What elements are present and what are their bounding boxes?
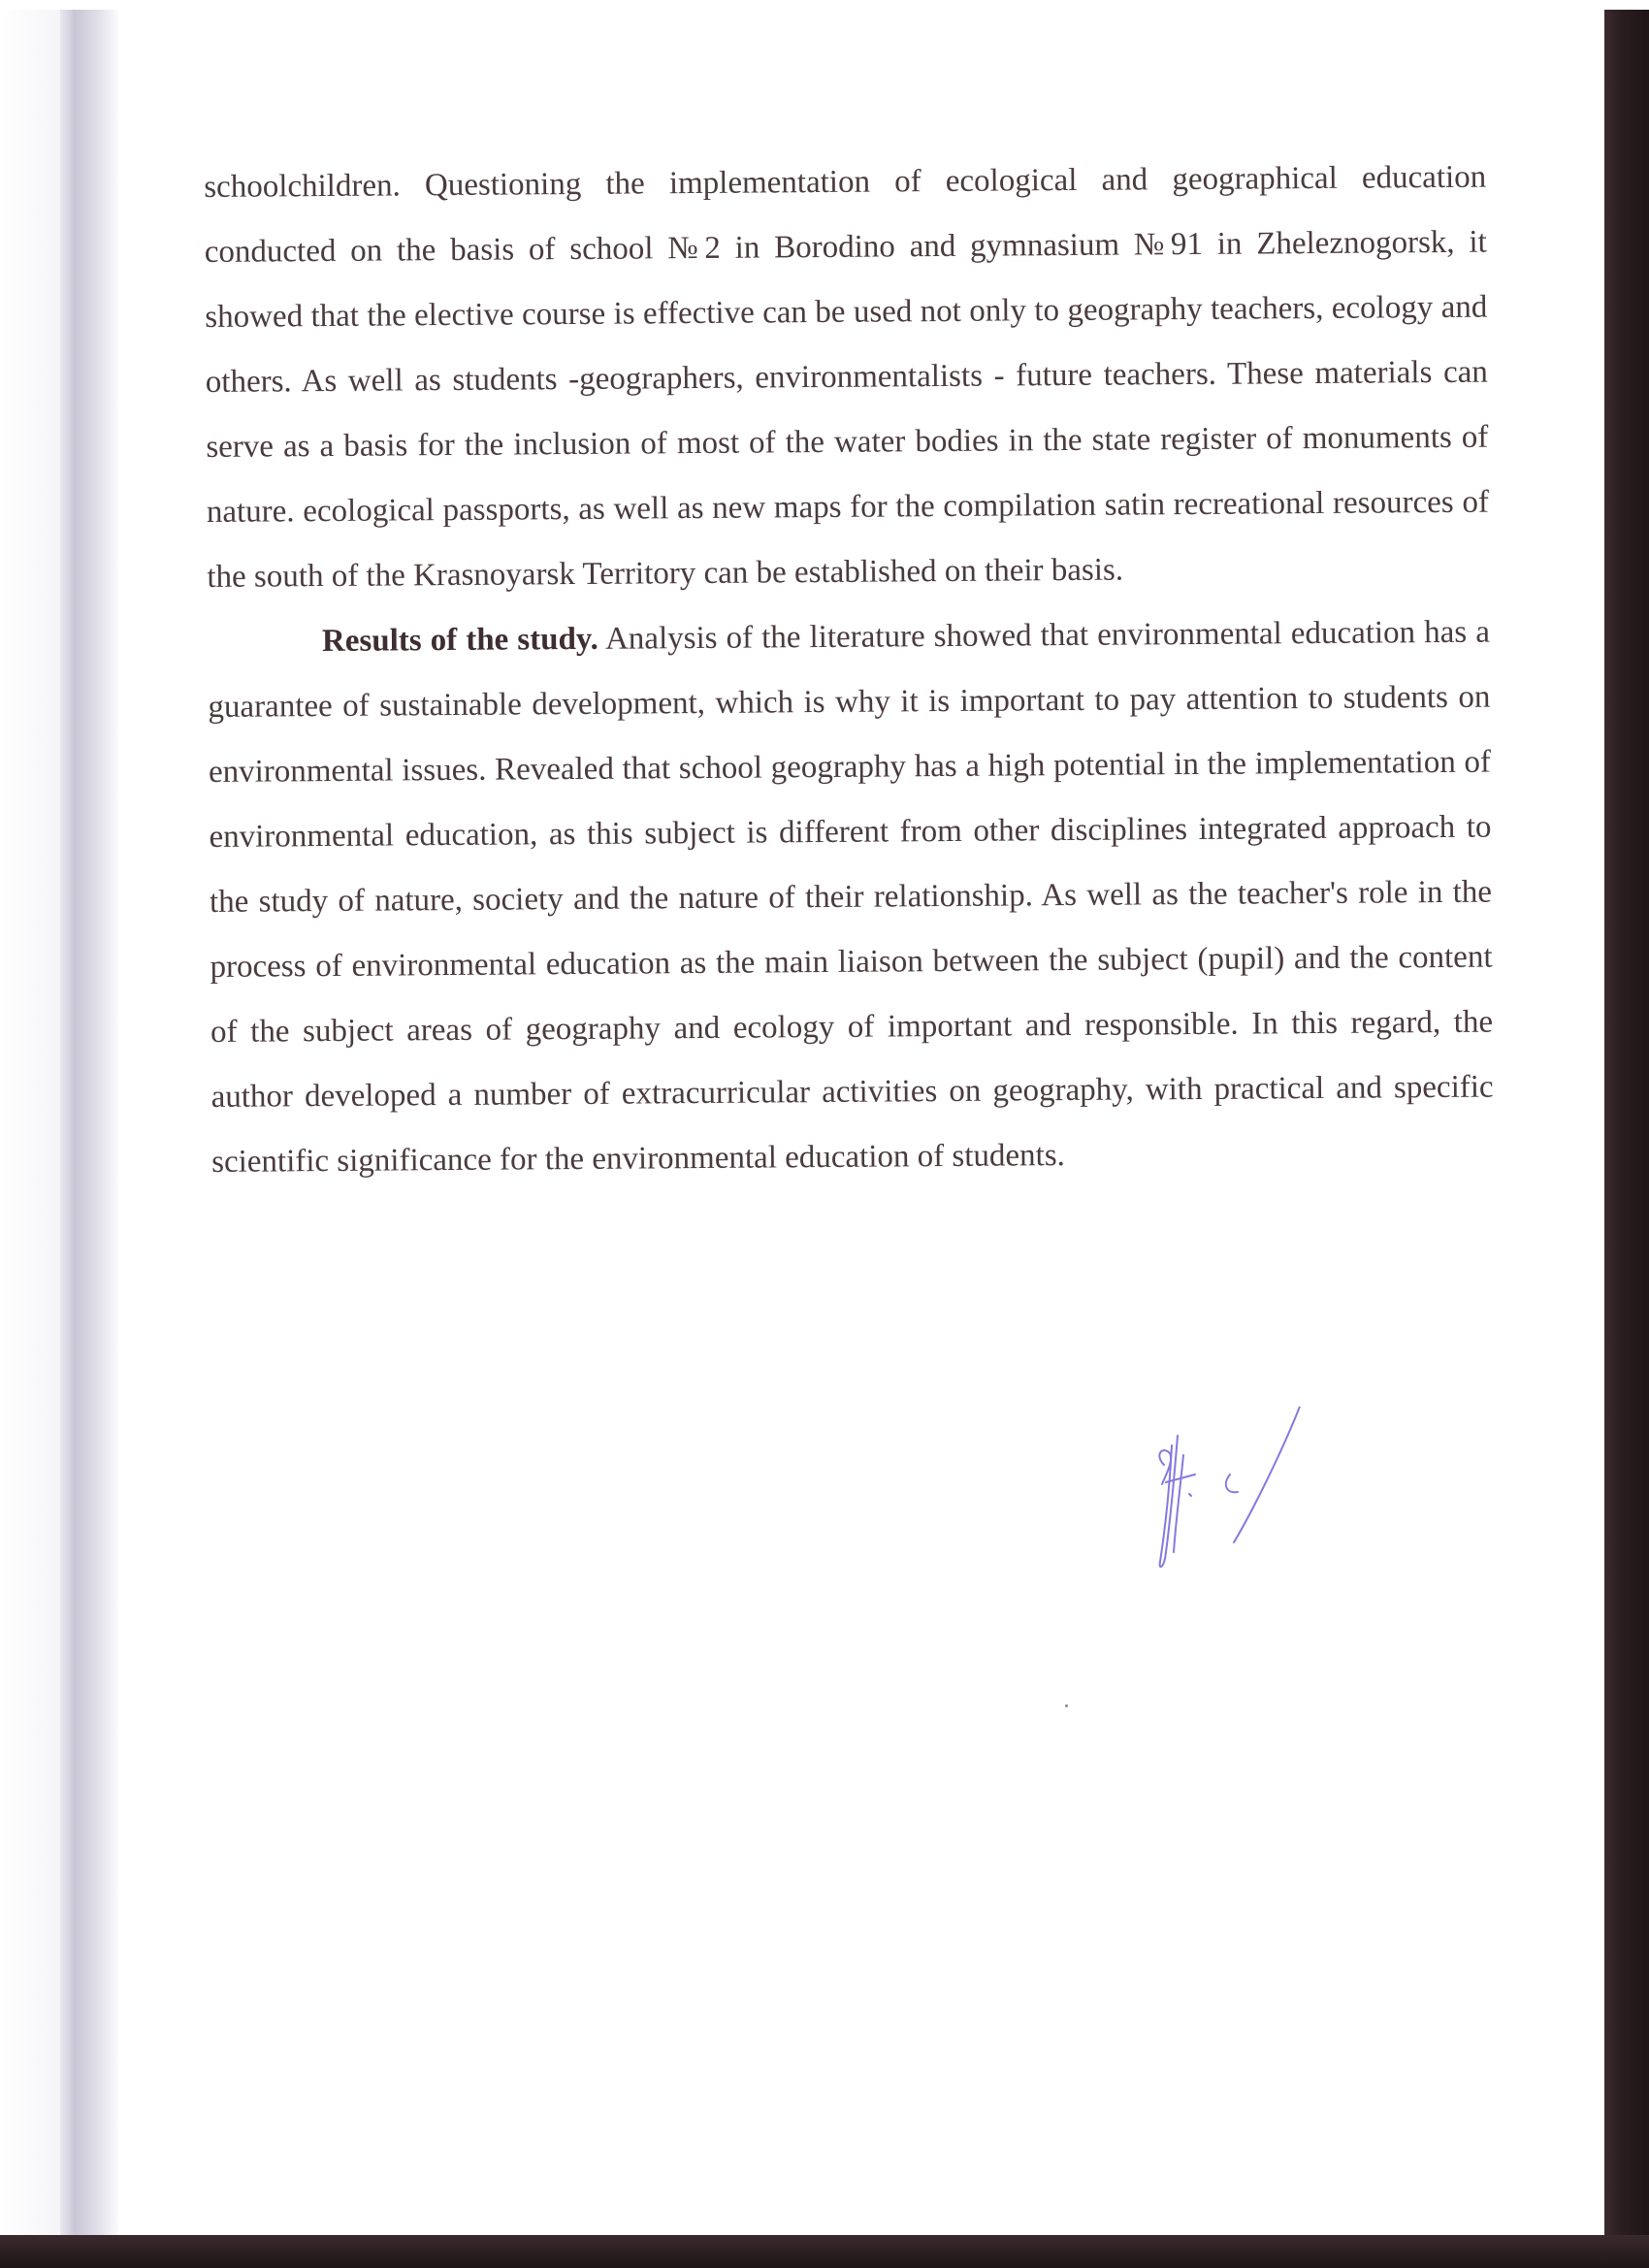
handwritten-signature <box>1145 1407 1339 1581</box>
scan-border-right <box>1604 10 1649 2268</box>
scan-speck <box>1065 1704 1068 1707</box>
scan-border-bottom <box>0 2235 1649 2268</box>
paragraph-1: schoolchildren. Questioning the implementation of ecological and geographical education conducted on the basis of school №2 in Borodino and gymnasium №91 in Zheleznogorsk, it showed that the elective course is effective can be used not only to geography teachers, ecology and others. As well as students -geographers, environmentalists - future teachers. These materials can serve as a basis for the inclusion of most of the water bodies in the state register of monuments of nature. ecological passports, as well as new maps for the compilation satin recreational resources of the south of the Krasnoyarsk Territory can be established on their basis. <box>204 159 1489 595</box>
body-text <box>204 146 1494 1195</box>
paragraph-2-text: Analysis of the literature showed that environmental education has a guarantee of sustainable development, which is why it is important to pay attention to students on environmental issues. Revealed that school geography has a high potential in the implementation of environmental education, as this subject is different from other disciplines integrated approach to the study of nature, society and the nature of their relationship. As well as the teacher's role in the process of environmental education as the main liaison between the subject (pupil) and the content of the subject areas of geography and ecology of important and responsible. In this regard, the author developed a number of extracurricular activities on geography, with practical and specific scientific significance for the environmental education of students. <box>208 614 1494 1180</box>
results-heading: Results of the study. <box>321 621 598 660</box>
page-edge-top <box>0 0 1649 10</box>
page-edge-left <box>0 0 60 2268</box>
book-gutter-shadow <box>60 10 118 2241</box>
paragraph-2 <box>208 600 1495 1195</box>
